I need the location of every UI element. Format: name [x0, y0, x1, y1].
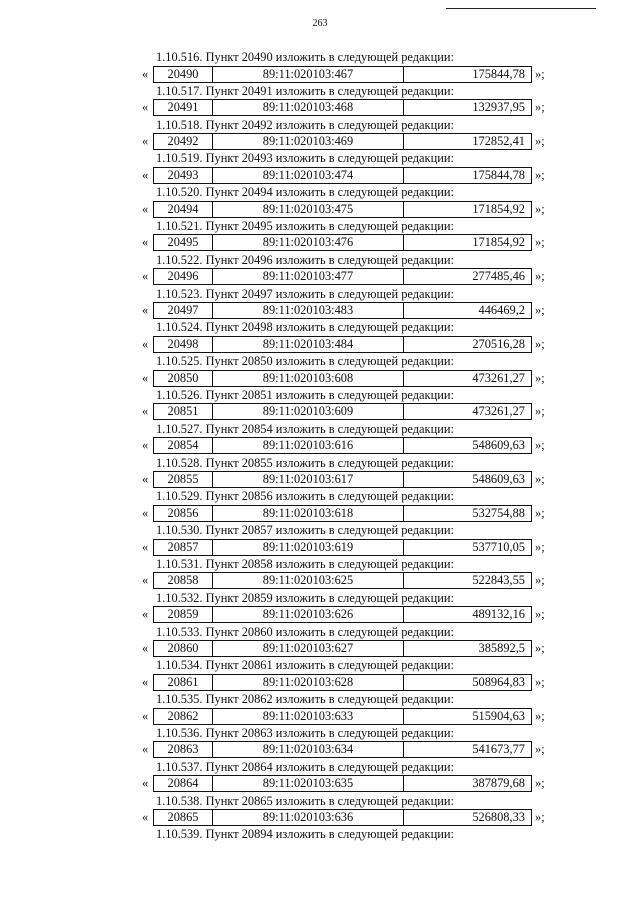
value-cell: 270516,28	[472, 336, 525, 351]
cadastral-number-cell: 89:11:020103:628	[213, 675, 404, 690]
closing-quote: »;	[535, 303, 545, 318]
cadastral-number-cell: 89:11:020103:468	[213, 100, 404, 115]
closing-quote: »;	[535, 235, 545, 250]
punkt-number-cell: 20864	[154, 776, 213, 791]
cadastral-number-cell: 89:11:020103:626	[213, 607, 404, 622]
amendment-caption: 1.10.539. Пункт 20894 изложить в следующей редакции:	[156, 827, 454, 842]
cadastral-number-cell: 89:11:020103:634	[213, 742, 404, 757]
cadastral-number-cell: 89:11:020103:474	[213, 168, 404, 183]
amendment-row	[0, 674, 640, 690]
punkt-number-cell: 20865	[154, 810, 213, 825]
punkt-number-cell: 20850	[154, 371, 213, 386]
punkt-number-cell: 20858	[154, 573, 213, 588]
closing-quote: »;	[535, 641, 545, 656]
cadastral-number-cell: 89:11:020103:633	[213, 709, 404, 724]
value-cell: 171854,92	[472, 235, 525, 250]
amendment-entry	[0, 354, 640, 388]
amendment-caption: 1.10.537. Пункт 20864 изложить в следующей редакции:	[156, 759, 454, 774]
amendment-entry	[0, 760, 640, 794]
amendment-table-row	[153, 133, 532, 150]
amendment-row	[0, 539, 640, 555]
opening-quote: «	[142, 404, 149, 419]
amendment-row	[0, 505, 640, 521]
amendment-entry	[0, 591, 640, 625]
amendment-row	[0, 809, 640, 825]
amendment-caption: 1.10.527. Пункт 20854 изложить в следующей редакции:	[156, 421, 454, 436]
value-cell: 385892,5	[478, 641, 525, 656]
amendment-caption: 1.10.536. Пункт 20863 изложить в следующей редакции:	[156, 725, 454, 740]
amendment-entry	[0, 320, 640, 354]
value-cell: 446469,2	[478, 303, 525, 318]
amendment-entry	[0, 557, 640, 591]
amendment-caption: 1.10.524. Пункт 20498 изложить в следующей редакции:	[156, 320, 454, 335]
amendment-caption: 1.10.520. Пункт 20494 изложить в следующей редакции:	[156, 185, 454, 200]
amendment-table-row	[153, 66, 532, 83]
value-cell: 172852,41	[472, 134, 525, 149]
cadastral-number-cell: 89:11:020103:635	[213, 776, 404, 791]
cadastral-number-cell: 89:11:020103:467	[213, 67, 404, 82]
closing-quote: »;	[535, 505, 545, 520]
amendment-entry	[0, 489, 640, 523]
cadastral-number-cell: 89:11:020103:608	[213, 371, 404, 386]
amendment-table-row	[153, 708, 532, 725]
opening-quote: «	[142, 167, 149, 182]
amendment-table-row	[153, 640, 532, 657]
punkt-number-cell: 20854	[154, 438, 213, 453]
opening-quote: «	[142, 370, 149, 385]
opening-quote: «	[142, 303, 149, 318]
value-cell: 473261,27	[472, 370, 525, 385]
value-cell: 175844,78	[472, 167, 525, 182]
amendment-caption: 1.10.533. Пункт 20860 изложить в следующей редакции:	[156, 624, 454, 639]
closing-quote: »;	[535, 742, 545, 757]
cadastral-number-cell: 89:11:020103:477	[213, 269, 404, 284]
opening-quote: «	[142, 607, 149, 622]
closing-quote: »;	[535, 539, 545, 554]
amendment-caption: 1.10.529. Пункт 20856 изложить в следующей редакции:	[156, 489, 454, 504]
amendment-table-row	[153, 775, 532, 792]
amendment-table-row	[153, 674, 532, 691]
amendment-caption: 1.10.535. Пункт 20862 изложить в следующей редакции:	[156, 692, 454, 707]
cadastral-number-cell: 89:11:020103:625	[213, 573, 404, 588]
opening-quote: «	[142, 100, 149, 115]
cadastral-number-cell: 89:11:020103:484	[213, 337, 404, 352]
closing-quote: »;	[535, 674, 545, 689]
closing-quote: »;	[535, 438, 545, 453]
opening-quote: «	[142, 708, 149, 723]
amendment-table-row	[153, 302, 532, 319]
amendment-entry	[0, 456, 640, 490]
value-cell: 537710,05	[472, 539, 525, 554]
amendment-row	[0, 471, 640, 487]
value-cell: 132937,95	[472, 100, 525, 115]
amendment-entry	[0, 50, 640, 84]
punkt-number-cell: 20863	[154, 742, 213, 757]
amendment-entry	[0, 523, 640, 557]
amendment-table-row	[153, 572, 532, 589]
amendment-row	[0, 201, 640, 217]
closing-quote: »;	[535, 66, 545, 81]
value-cell: 508964,83	[472, 674, 525, 689]
opening-quote: «	[142, 505, 149, 520]
punkt-number-cell: 20860	[154, 641, 213, 656]
cadastral-number-cell: 89:11:020103:475	[213, 202, 404, 217]
punkt-number-cell: 20498	[154, 337, 213, 352]
amendment-entry	[0, 726, 640, 760]
amendment-row	[0, 99, 640, 115]
amendment-table-row	[153, 539, 532, 556]
amendment-table-row	[153, 99, 532, 116]
closing-quote: »;	[535, 708, 545, 723]
cadastral-number-cell: 89:11:020103:636	[213, 810, 404, 825]
closing-quote: »;	[535, 167, 545, 182]
amendment-caption: 1.10.525. Пункт 20850 изложить в следующей редакции:	[156, 354, 454, 369]
amendment-table-row	[153, 741, 532, 758]
punkt-number-cell: 20859	[154, 607, 213, 622]
value-cell: 541673,77	[472, 742, 525, 757]
page-number: 263	[312, 18, 328, 29]
value-cell: 526808,33	[472, 810, 525, 825]
amendment-row	[0, 572, 640, 588]
amendment-entry-final	[0, 827, 640, 861]
cadastral-number-cell: 89:11:020103:609	[213, 404, 404, 419]
amendment-row	[0, 302, 640, 318]
punkt-number-cell: 20490	[154, 67, 213, 82]
opening-quote: «	[142, 539, 149, 554]
amendment-caption: 1.10.538. Пункт 20865 изложить в следующей редакции:	[156, 793, 454, 808]
amendment-entry	[0, 422, 640, 456]
amendment-entry	[0, 118, 640, 152]
value-cell: 277485,46	[472, 269, 525, 284]
punkt-number-cell: 20851	[154, 404, 213, 419]
value-cell: 171854,92	[472, 201, 525, 216]
closing-quote: »;	[535, 269, 545, 284]
amendment-row	[0, 268, 640, 284]
opening-quote: «	[142, 776, 149, 791]
opening-quote: «	[142, 674, 149, 689]
amendment-row	[0, 640, 640, 656]
cadastral-number-cell: 89:11:020103:616	[213, 438, 404, 453]
punkt-number-cell: 20492	[154, 134, 213, 149]
value-cell: 489132,16	[472, 607, 525, 622]
punkt-number-cell: 20493	[154, 168, 213, 183]
opening-quote: «	[142, 269, 149, 284]
amendment-table-row	[153, 809, 532, 826]
opening-quote: «	[142, 235, 149, 250]
amendment-entry	[0, 794, 640, 828]
amendment-caption: 1.10.526. Пункт 20851 изложить в следующей редакции:	[156, 387, 454, 402]
punkt-number-cell: 20856	[154, 506, 213, 521]
amendment-table-row	[153, 437, 532, 454]
amendment-row	[0, 708, 640, 724]
amendment-caption: 1.10.530. Пункт 20857 изложить в следующей редакции:	[156, 523, 454, 538]
cadastral-number-cell: 89:11:020103:617	[213, 472, 404, 487]
amendment-table-row	[153, 471, 532, 488]
punkt-number-cell: 20496	[154, 269, 213, 284]
amendment-table-row	[153, 336, 532, 353]
punkt-number-cell: 20857	[154, 540, 213, 555]
document-body	[0, 50, 640, 861]
amendment-row	[0, 437, 640, 453]
closing-quote: »;	[535, 776, 545, 791]
amendment-caption: 1.10.534. Пункт 20861 изложить в следующей редакции:	[156, 658, 454, 673]
amendment-entry	[0, 185, 640, 219]
amendment-entry	[0, 253, 640, 287]
closing-quote: »;	[535, 100, 545, 115]
value-cell: 532754,88	[472, 505, 525, 520]
amendment-entry	[0, 287, 640, 321]
closing-quote: »;	[535, 404, 545, 419]
amendment-row	[0, 234, 640, 250]
amendment-caption: 1.10.523. Пункт 20497 изложить в следующей редакции:	[156, 286, 454, 301]
closing-quote: »;	[535, 607, 545, 622]
opening-quote: «	[142, 472, 149, 487]
amendment-entry	[0, 388, 640, 422]
amendment-row	[0, 370, 640, 386]
opening-quote: «	[142, 742, 149, 757]
opening-quote: «	[142, 641, 149, 656]
amendment-row	[0, 741, 640, 757]
amendment-caption: 1.10.528. Пункт 20855 изложить в следующей редакции:	[156, 455, 454, 470]
closing-quote: »;	[535, 201, 545, 216]
value-cell: 473261,27	[472, 404, 525, 419]
amendment-table-row	[153, 505, 532, 522]
closing-quote: »;	[535, 810, 545, 825]
cadastral-number-cell: 89:11:020103:627	[213, 641, 404, 656]
opening-quote: «	[142, 573, 149, 588]
cadastral-number-cell: 89:11:020103:483	[213, 303, 404, 318]
amendment-table-row	[153, 606, 532, 623]
punkt-number-cell: 20495	[154, 235, 213, 250]
punkt-number-cell: 20861	[154, 675, 213, 690]
opening-quote: «	[142, 66, 149, 81]
amendment-caption: 1.10.521. Пункт 20495 изложить в следующей редакции:	[156, 218, 454, 233]
opening-quote: «	[142, 438, 149, 453]
opening-quote: «	[142, 134, 149, 149]
amendment-caption: 1.10.519. Пункт 20493 изложить в следующей редакции:	[156, 151, 454, 166]
amendment-table-row	[153, 167, 532, 184]
closing-quote: »;	[535, 134, 545, 149]
punkt-number-cell: 20862	[154, 709, 213, 724]
cadastral-number-cell: 89:11:020103:469	[213, 134, 404, 149]
value-cell: 548609,63	[472, 472, 525, 487]
cadastral-number-cell: 89:11:020103:618	[213, 506, 404, 521]
amendment-table-row	[153, 201, 532, 218]
amendment-entry	[0, 219, 640, 253]
closing-quote: »;	[535, 336, 545, 351]
value-cell: 548609,63	[472, 438, 525, 453]
amendment-entry	[0, 658, 640, 692]
amendment-row	[0, 336, 640, 352]
closing-quote: »;	[535, 472, 545, 487]
closing-quote: »;	[535, 573, 545, 588]
value-cell: 515904,63	[472, 708, 525, 723]
amendment-row	[0, 403, 640, 419]
amendment-row	[0, 606, 640, 622]
value-cell: 175844,78	[472, 66, 525, 81]
amendment-caption: 1.10.517. Пункт 20491 изложить в следующей редакции:	[156, 83, 454, 98]
punkt-number-cell: 20855	[154, 472, 213, 487]
closing-quote: »;	[535, 370, 545, 385]
amendment-entry	[0, 692, 640, 726]
value-cell: 522843,55	[472, 573, 525, 588]
opening-quote: «	[142, 810, 149, 825]
punkt-number-cell: 20494	[154, 202, 213, 217]
cadastral-number-cell: 89:11:020103:619	[213, 540, 404, 555]
value-cell: 387879,68	[472, 776, 525, 791]
punkt-number-cell: 20497	[154, 303, 213, 318]
amendment-caption: 1.10.532. Пункт 20859 изложить в следующей редакции:	[156, 590, 454, 605]
punkt-number-cell: 20491	[154, 100, 213, 115]
amendment-table-row	[153, 268, 532, 285]
amendment-table-row	[153, 234, 532, 251]
amendment-caption: 1.10.522. Пункт 20496 изложить в следующей редакции:	[156, 252, 454, 267]
amendment-entry	[0, 151, 640, 185]
opening-quote: «	[142, 201, 149, 216]
amendment-entry	[0, 625, 640, 659]
amendment-row	[0, 66, 640, 82]
opening-quote: «	[142, 336, 149, 351]
amendment-caption: 1.10.531. Пункт 20858 изложить в следующей редакции:	[156, 556, 454, 571]
cadastral-number-cell: 89:11:020103:476	[213, 235, 404, 250]
header-rule	[446, 8, 596, 9]
amendment-table-row	[153, 370, 532, 387]
amendment-row	[0, 133, 640, 149]
amendment-caption: 1.10.516. Пункт 20490 изложить в следующей редакции:	[156, 50, 454, 64]
amendment-table-row	[153, 403, 532, 420]
amendment-row	[0, 775, 640, 791]
amendment-entry	[0, 84, 640, 118]
amendment-row	[0, 167, 640, 183]
amendment-caption: 1.10.518. Пункт 20492 изложить в следующей редакции:	[156, 117, 454, 132]
